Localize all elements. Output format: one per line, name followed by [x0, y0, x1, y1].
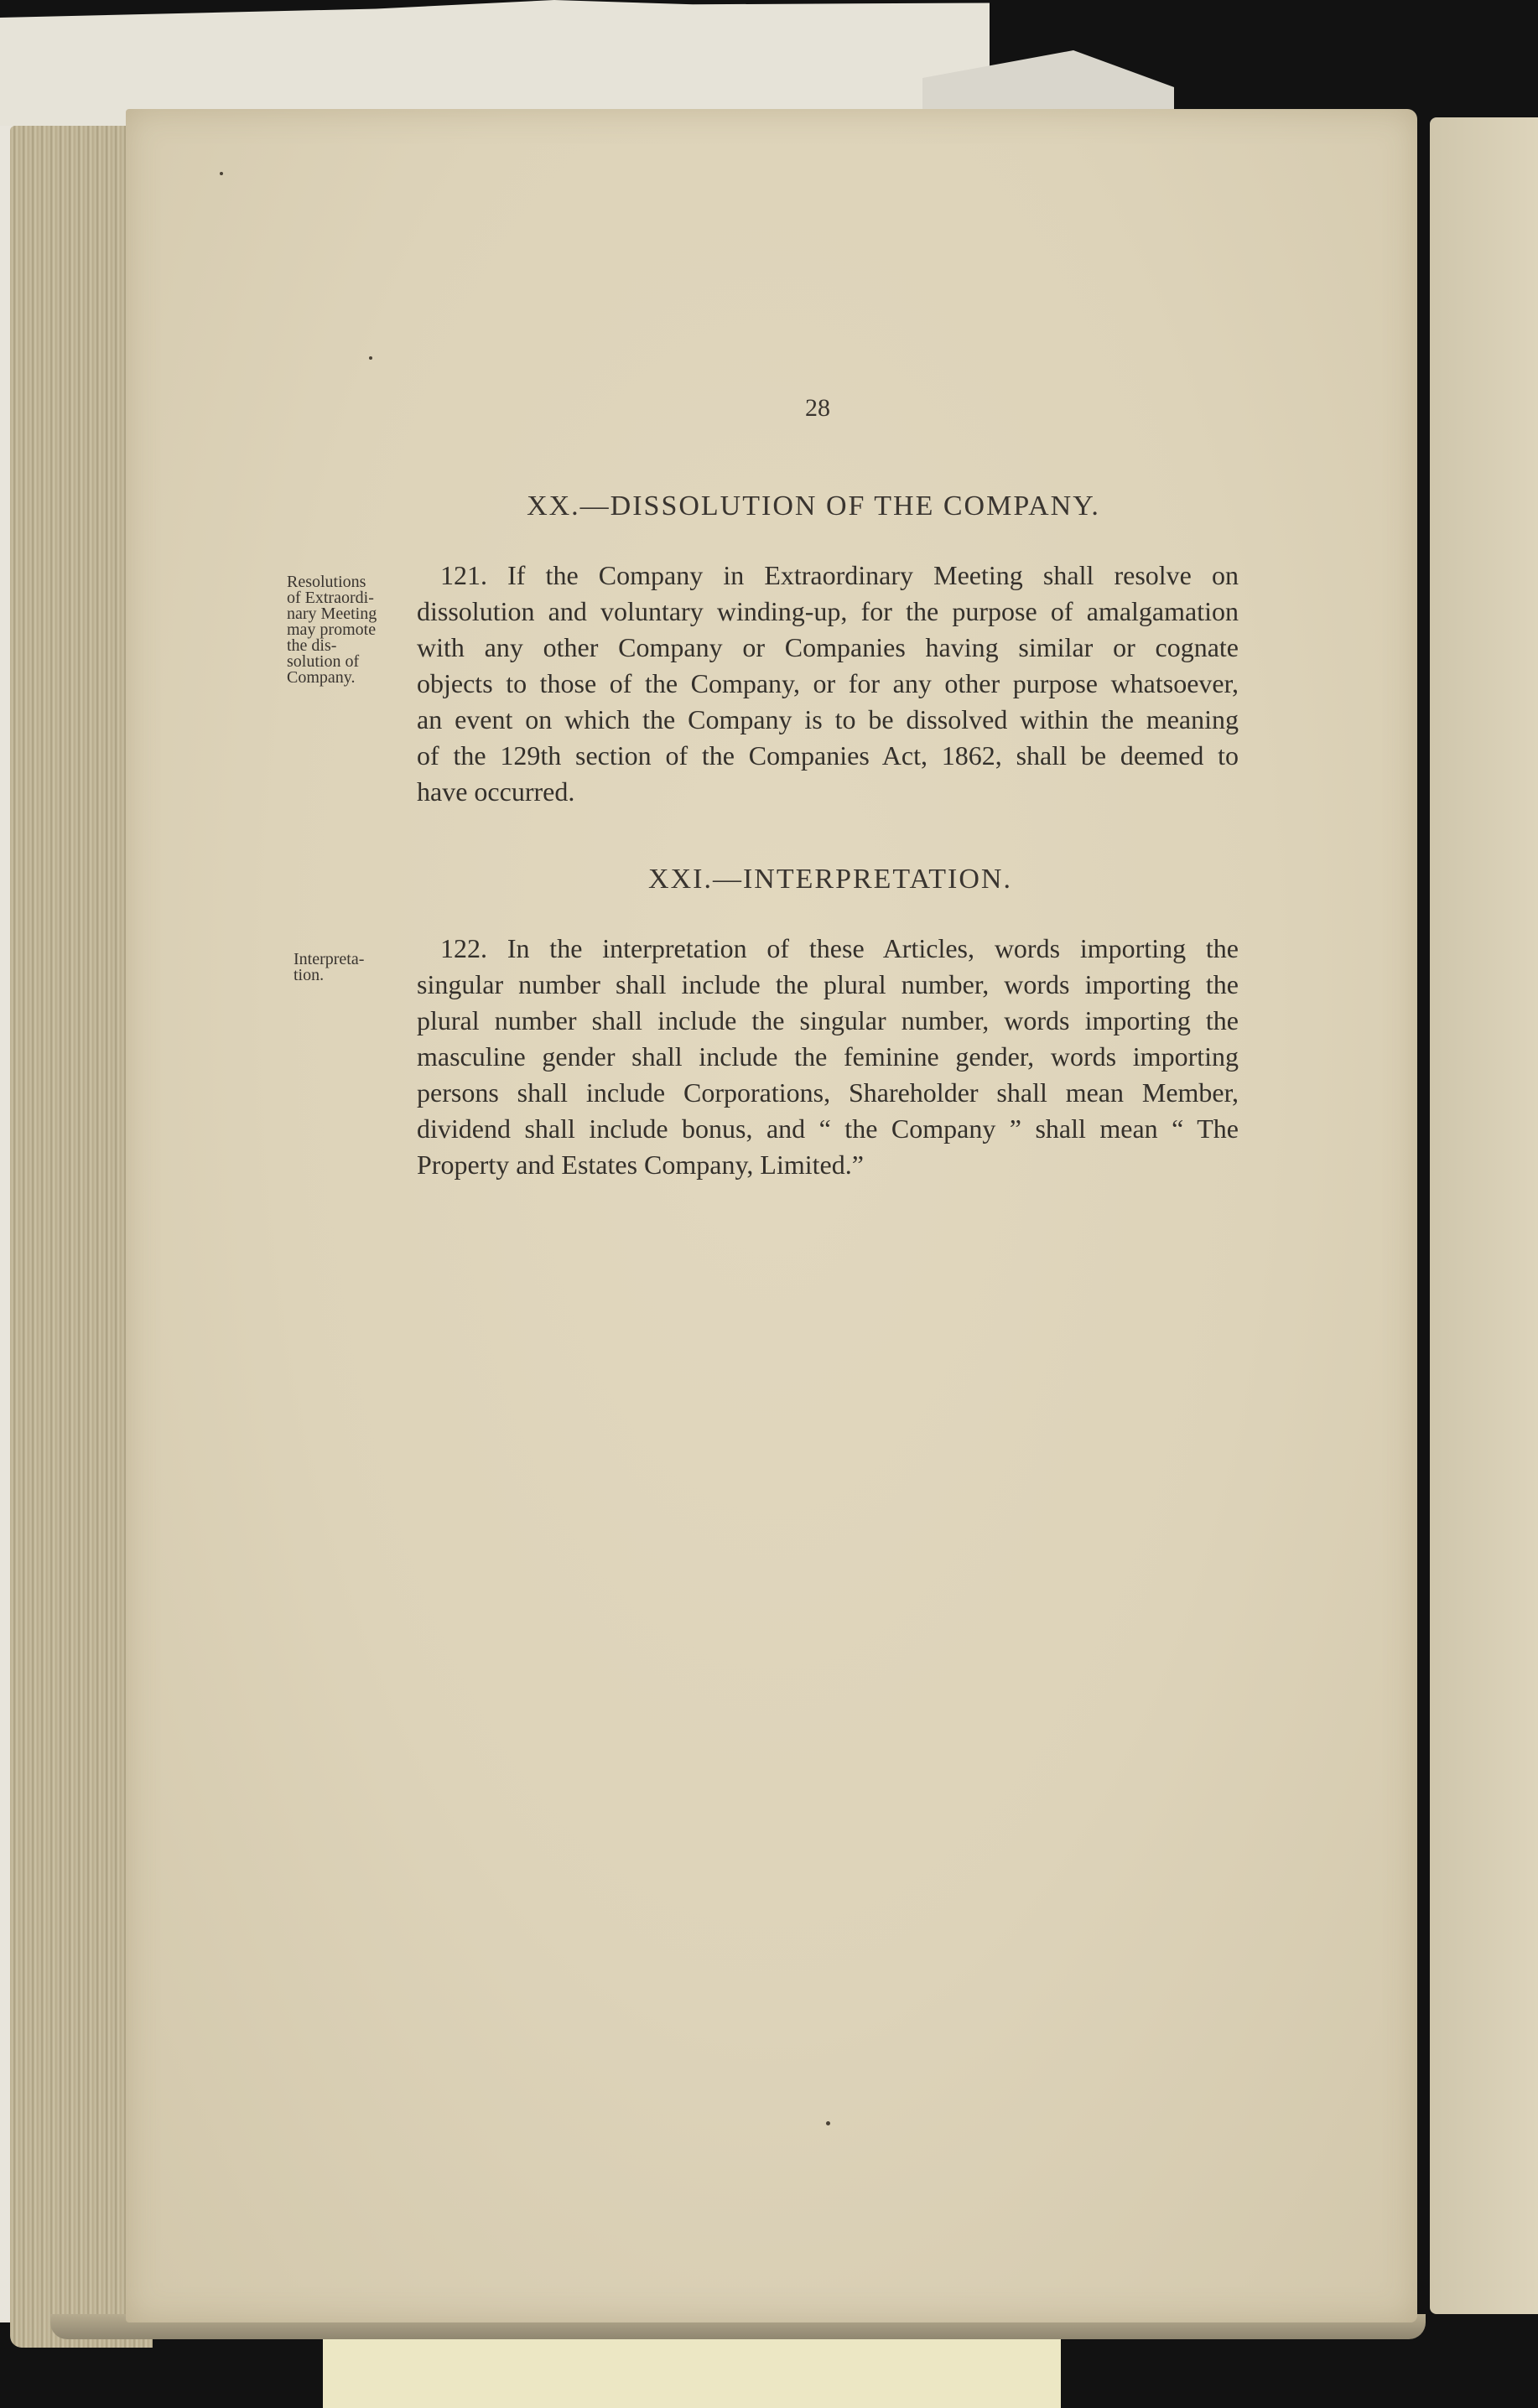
paragraph-line: plural number shall include the singular number, words importing the: [417, 1005, 1239, 1035]
paragraph-line: Property and Estates Company, Limited.”: [417, 1150, 864, 1180]
paper-speck: [369, 356, 372, 360]
margin-note-interpretation: [294, 952, 419, 983]
margin-note-line: solution of: [287, 652, 360, 671]
margin-note-line: of Extraordi-: [287, 589, 374, 607]
paper-speck: [220, 172, 223, 175]
paragraph-line: 121. If the Company in Extraordinary Meeting shall resolve on: [440, 560, 1239, 590]
margin-note-line: nary Meeting: [287, 605, 377, 623]
paragraph-line: objects to those of the Company, or for any other purpose whatsoever,: [417, 668, 1239, 698]
section-heading-interpretation: XXI.—INTERPRETATION.: [648, 864, 1012, 895]
paragraph-line: dividend shall include bonus, and “ the Company ” shall mean “ The: [417, 1113, 1239, 1144]
paragraph-line: persons shall include Corporations, Shareholder shall mean Member,: [417, 1077, 1239, 1108]
paragraph-122: [417, 931, 1239, 1183]
margin-note-line: may promote: [287, 620, 377, 639]
margin-note-line: Interpreta-: [294, 950, 365, 968]
section-heading-dissolution: XX.—DISSOLUTION OF THE COMPANY.: [527, 490, 1100, 522]
paragraph-line: an event on which the Company is to be dissolved within the meaning: [417, 704, 1239, 734]
margin-note-line: Resolutions: [287, 573, 366, 591]
paragraph-line: dissolution and voluntary winding-up, for the purpose of amalgamation: [417, 596, 1239, 626]
paragraph-line: of the 129th section of the Companies Act, 1862, shall be deemed to: [417, 740, 1239, 771]
margin-note-resolutions: [287, 574, 413, 686]
paragraph-121: [417, 558, 1239, 810]
paragraph-line: have occurred.: [417, 776, 575, 807]
margin-note-line: the dis-: [287, 636, 337, 655]
paragraph-line: singular number shall include the plural number, words importing the: [417, 969, 1239, 999]
paragraph-line: masculine gender shall include the feminine gender, words importing: [417, 1041, 1239, 1072]
margin-note-line: tion.: [294, 966, 325, 984]
page-number: 28: [805, 394, 830, 422]
paragraph-line: 122. In the interpretation of these Articles, words importing the: [440, 933, 1239, 963]
margin-note-line: Company.: [287, 668, 356, 687]
paper-speck: [826, 2121, 830, 2125]
paragraph-line: with any other Company or Companies having similar or cognate: [417, 632, 1239, 662]
